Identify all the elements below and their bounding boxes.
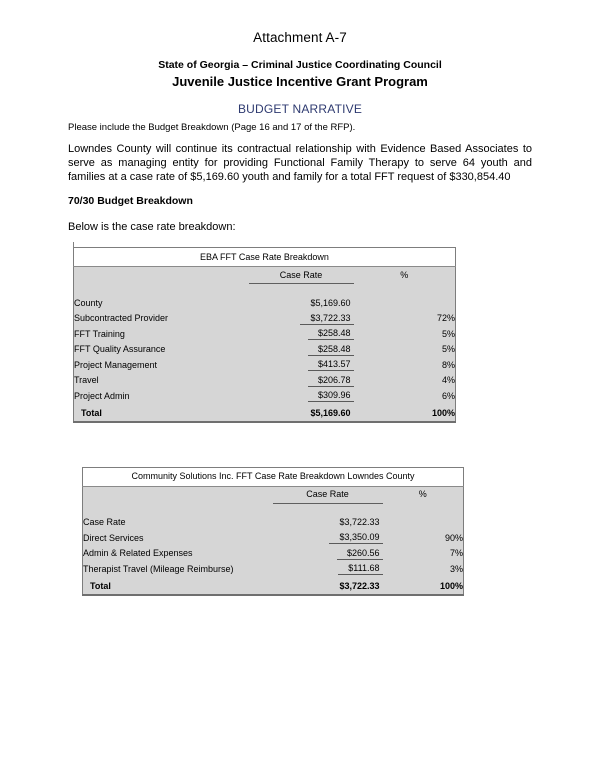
row-label: Admin & Related Expenses [83, 548, 193, 559]
total-label: Total [81, 407, 102, 418]
table-one-top-tick [73, 242, 74, 248]
row-pct: 4% [442, 375, 456, 386]
row-case-rate: $111.68 [273, 561, 383, 577]
table-two-wrapper [82, 467, 532, 596]
row-label: FFT Training [74, 328, 125, 339]
table-row [74, 295, 456, 311]
row-pct: 5% [442, 344, 456, 355]
table-two-header-blank [83, 486, 273, 503]
table-one-title-row [74, 248, 456, 267]
total-case-rate: $3,722.33 [339, 580, 380, 591]
total-label: Total [90, 580, 111, 591]
table-row [74, 373, 456, 389]
table-one-header-case-rate: Case Rate [249, 267, 354, 284]
program-line: Juvenile Justice Incentive Grant Program [172, 74, 428, 89]
row-label: Case Rate [83, 517, 126, 528]
table-row [74, 357, 456, 373]
table-gap [68, 423, 532, 467]
row-case-rate: $260.56 [273, 546, 383, 562]
row-label: County [74, 297, 103, 308]
table-one-wrapper [68, 247, 532, 423]
table-two-title-row [83, 467, 464, 486]
table-row [74, 342, 456, 358]
row-pct: 3% [449, 563, 463, 574]
row-case-rate: $258.48 [249, 326, 354, 342]
row-label: Subcontracted Provider [74, 313, 169, 324]
row-pct [383, 515, 464, 531]
table-one-spacer [74, 284, 456, 296]
table-one-header-blank [74, 267, 249, 284]
row-case-rate: $3,722.33 [339, 517, 380, 528]
total-case-rate: $5,169.60 [310, 407, 351, 418]
table-eba-case-rate-breakdown [73, 247, 456, 423]
total-pct: 100% [431, 407, 456, 418]
total-pct: 100% [439, 580, 463, 591]
row-pct: 90% [444, 532, 463, 543]
row-case-rate: $3,722.33 [249, 311, 354, 327]
row-label: Travel [74, 375, 99, 386]
row-pct: 5% [442, 328, 456, 339]
document-content [68, 30, 532, 596]
table-one-header-pct: % [354, 267, 456, 284]
table-row [74, 311, 456, 327]
row-case-rate: $5,169.60 [310, 297, 351, 308]
agency-line: State of Georgia – Criminal Justice Coordinating Council [158, 59, 442, 71]
narrative-paragraph: Lowndes County will continue its contractual relationship with Evidence Based Associates to serve as managing entity for providing Functional Family Therapy to serve 64 youth and families at a case rate of $5,169.60 youth and family for a total FFT request of $330,854.40 [68, 143, 532, 184]
table-row [83, 546, 464, 562]
table-row [83, 561, 464, 577]
lead-in-text: Below is the case rate breakdown: [68, 221, 236, 234]
table-two-header-row [83, 486, 464, 503]
table-community-solutions-case-rate-breakdown [82, 467, 464, 596]
table-one-title: EBA FFT Case Rate Breakdown [74, 248, 456, 267]
table-two-spacer [83, 503, 464, 515]
table-two-total-row [83, 577, 464, 595]
table-one-header-row [74, 267, 456, 284]
table-two-title: Community Solutions Inc. FFT Case Rate Breakdown Lowndes County [83, 467, 464, 486]
row-pct: 8% [442, 359, 456, 370]
table-two-header-pct: % [383, 486, 464, 503]
row-label: Direct Services [83, 532, 144, 543]
page-title: Attachment A-7 [253, 30, 347, 45]
row-case-rate: $309.96 [249, 388, 354, 404]
table-row [74, 326, 456, 342]
section-heading: BUDGET NARRATIVE [237, 102, 363, 116]
table-row [74, 388, 456, 404]
row-label: Project Admin [74, 390, 130, 401]
row-label: Project Management [74, 359, 158, 370]
row-pct: 7% [449, 548, 463, 559]
row-pct: 72% [437, 313, 456, 324]
row-case-rate: $206.78 [249, 373, 354, 389]
row-pct: 6% [442, 390, 456, 401]
row-label: FFT Quality Assurance [74, 344, 166, 355]
row-case-rate: $3,350.09 [273, 530, 383, 546]
breakdown-heading: 70/30 Budget Breakdown [68, 195, 193, 208]
table-row [83, 515, 464, 531]
row-case-rate: $413.57 [249, 357, 354, 373]
row-case-rate: $258.48 [249, 342, 354, 358]
row-label: Therapist Travel (Mileage Reimburse) [83, 563, 234, 574]
table-row [83, 530, 464, 546]
row-pct [354, 295, 456, 311]
table-one-total-row [74, 404, 456, 422]
table-two-header-case-rate: Case Rate [273, 486, 383, 503]
instruction-text: Please include the Budget Breakdown (Page 16 and 17 of the RFP). [68, 122, 356, 133]
